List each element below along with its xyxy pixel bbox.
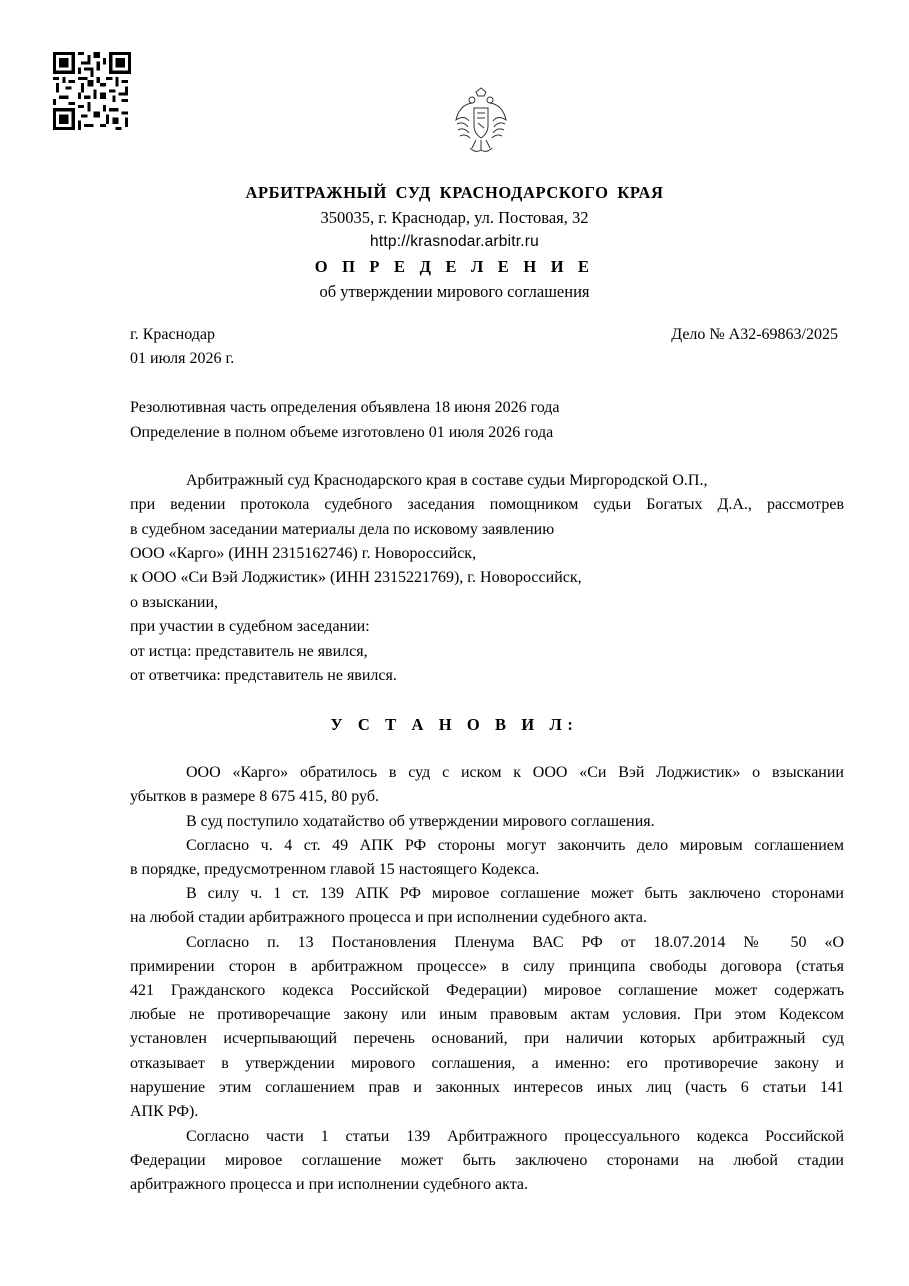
intro-line: при участии в судебном заседании: xyxy=(130,618,370,635)
body-line: примирении сторон в арбитражном процессе» в силу принципа свободы договора (статья xyxy=(130,958,844,975)
announced-note: Резолютивная часть определения объявлена 18 июня 2026 года xyxy=(130,399,560,416)
body-line: Согласно части 1 статьи 139 Арбитражного процессуального кодекса Российской xyxy=(186,1128,844,1145)
court-website: http://krasnodar.arbitr.ru xyxy=(370,233,539,250)
city: г. Краснодар xyxy=(130,326,215,343)
document-subject: об утверждении мирового соглашения xyxy=(319,282,590,301)
body-line: в порядке, предусмотренном главой 15 настоящего Кодекса. xyxy=(130,861,540,878)
intro-line: от истца: представитель не явился, xyxy=(130,643,368,660)
body-line: В силу ч. 1 ст. 139 АПК РФ мировое соглашение может быть заключено сторонами xyxy=(186,885,844,902)
court-name: АРБИТРАЖНЫЙ СУД КРАСНОДАРСКОГО КРАЯ xyxy=(245,183,664,202)
coat-of-arms-emblem xyxy=(452,86,510,156)
body-line: ООО «Карго» обратилось в суд с иском к ООО «Си Вэй Лоджистик» о взыскании xyxy=(186,764,844,781)
body-line: нарушение этим соглашением прав и законных интересов иных лиц (часть 6 статьи 141 xyxy=(130,1079,844,1096)
body-line: В суд поступило ходатайство об утверждении мирового соглашения. xyxy=(186,813,655,830)
made-note: Определение в полном объеме изготовлено 01 июля 2026 года xyxy=(130,424,554,441)
section-title: У С Т А Н О В И Л: xyxy=(330,715,579,734)
intro-line: к ООО «Си Вэй Лоджистик» (ИНН 2315221769), г. Новороссийск, xyxy=(130,569,582,586)
case-number: Дело № А32-69863/2025 xyxy=(671,326,838,343)
document-date: 01 июля 2026 г. xyxy=(130,350,235,367)
body-line: 421 Гражданского кодекса Российской Федерации) мировое соглашение может содержать xyxy=(130,982,844,999)
intro-line: о взыскании, xyxy=(130,594,219,611)
intro-line: при ведении протокола судебного заседания помощником судьи Богатых Д.А., рассмотрев xyxy=(130,496,844,513)
qr-code xyxy=(53,52,131,130)
body-line: убытков в размере 8 675 415, 80 руб. xyxy=(130,788,379,805)
body-line: Согласно ч. 4 ст. 49 АПК РФ стороны могут закончить дело мировым соглашением xyxy=(186,837,844,854)
body-line: на любой стадии арбитражного процесса и при исполнении судебного акта. xyxy=(130,909,647,926)
body-line: арбитражного процесса и при исполнении судебного акта. xyxy=(130,1176,528,1193)
body-line: отказывает в утверждении мирового соглашения, а именно: его противоречие закону и xyxy=(130,1055,844,1072)
intro-line: ООО «Карго» (ИНН 2315162746) г. Новороссийск, xyxy=(130,545,477,562)
body-line: установлен исчерпывающий перечень оснований, при наличии которых арбитражный суд xyxy=(130,1030,844,1047)
court-address: 350035, г. Краснодар, ул. Постовая, 32 xyxy=(320,208,589,227)
intro-line: от ответчика: представитель не явился. xyxy=(130,667,397,684)
intro-line: Арбитражный суд Краснодарского края в составе судьи Миргородской О.П., xyxy=(186,472,708,489)
document-type: О П Р Е Д Е Л Е Н И Е xyxy=(314,257,595,276)
body-line: Федерации мировое соглашение может быть заключено сторонами на любой стадии xyxy=(130,1152,844,1169)
body-line: Согласно п. 13 Постановления Пленума ВАС РФ от 18.07.2014 № 50 «О xyxy=(186,934,844,951)
intro-line: в судебном заседании материалы дела по исковому заявлению xyxy=(130,521,555,538)
body-line: АПК РФ). xyxy=(130,1103,199,1120)
body-line: любые не противоречащие закону или иным правовым актам условия. При этом Кодексом xyxy=(130,1006,844,1023)
